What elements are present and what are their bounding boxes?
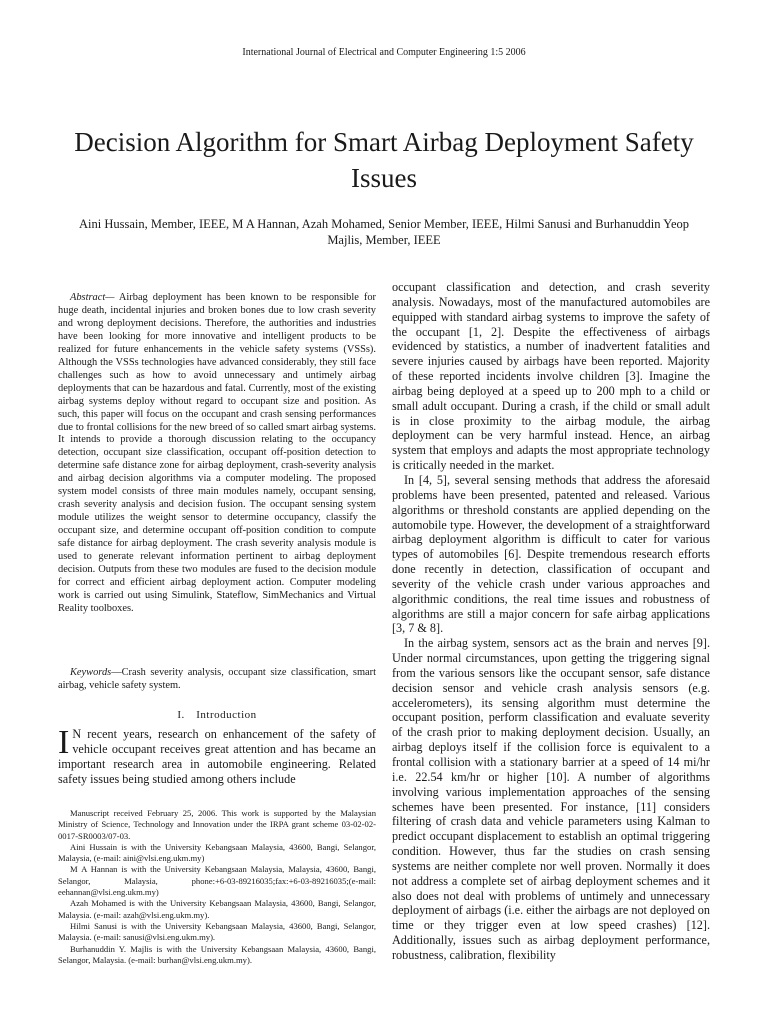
introduction-text: N recent years, research on enhancement of the safety of vehicle occupant receives great attention and has became an important research area in automobile engineering. Related safety issues being studied among others include: [58, 727, 376, 786]
footnote: Manuscript received February 25, 2006. This work is supported by the Malaysian Ministry of Science, Technology and Innovation under the IRPA grant scheme 03-02-02-0017-SR0003/07-03.: [58, 808, 376, 841]
section-heading: I. Introduction: [177, 709, 257, 721]
footnote: M A Hannan is with the University Kebangsaan Malaysia, Malaysia, 43600, Bangi, Selangor, Malaysia, phone:+6-03-89216035;fax:+6-03-89216035;(e-mail: eehannan@vlsi.eng.ukm.my): [58, 864, 376, 898]
right-column: [392, 280, 710, 963]
footnotes: [58, 808, 376, 966]
keywords-label: Keywords: [70, 667, 112, 678]
footnote: Azah Mohamed is with the University Kebangsaan Malaysia, 43600, Bangi, Selangor, Malaysia. (e-mail: azah@vlsi.eng.ukm.my).: [58, 898, 376, 920]
drop-cap: I: [58, 724, 70, 761]
body-paragraph: occupant classification and detection, and crash severity analysis. Nowadays, most of the manufactured automobiles are equipped with standard airbag systems to improve the safety of the occupant [1, 2]. Despite the effectiveness of airbags evidenced by statistics, a number of inadvertent fatalities and severe injuries caused by airbags have been reported. Majority of these reported incidents involve children [3]. Imagine the airbag being deployed at a speed up to 200 mph to a child or small adult occupant. During a crash, if the child or small adult is in close proximity to the airbag module, the airbag deployment can be very harmful instead. Hence, an airbag system that employs and adapts the most appropriate technology is critically needed in the market.: [392, 280, 710, 473]
body-paragraph: In the airbag system, sensors act as the brain and nerves [9]. Under normal circumstances, upon getting the triggering signal from the various sensors like the occupant sensor, safe distance decision sensor and vehicle crash analysis sensors (e.g. accelerometers), its sensing algorithm must determine the occupant position, perform classification and evaluate severity of the crash prior to making deployment decision. Usually, an airbag deploys itself if the collision force is equivalent to a frontal collision with a stationary barrier at a speed of 14 mi/hr i.e. 22.54 km/hr or higher [10]. A number of algorithms involving various implementation approaches of the sensing schemes have been presented. For instance, [11] considers filtering of crash data and vehicle parameters using Kalman to predict occupant displacement to establish an optimal triggering condition. However, thus far the studies on crash sensing systems are neither complete nor well proven. Normally it does not address a complete set of airbag deployment schemes and it also does not deal with problems of untimely and unnecessary deployment of airbags (i.e. either the airbags are not deployed on time or they trigger even at low speed crashes) [12]. Additionally, issues such as airbag deployment performance, robustness, calibration, flexibility: [392, 636, 710, 962]
abstract: [58, 292, 376, 616]
footnote: Burhanuddin Y. Majlis is with the University Kebangsaan Malaysia, 43600, Bangi, Selangor, Malaysia. (e-mail: burhan@vlsi.eng.ukm.my).: [58, 943, 376, 965]
abstract-text: Airbag deployment has been known to be responsible for huge death, incidental injuries and broken bones due to low crash severity and wrong deployment decisions. Therefore, the authorities and industries have been looking for more innovative and intelligent products to be realized for future enhancements in the vehicle safety systems (VSSs). Although the VSSs technologies have advanced considerably, they still face challenges such as how to avoid unnecessary and untimely airbag deployments that can be hazardous and fatal. Currently, most of the existing airbag systems deploy without regard to occupant size and position. As such, this paper will focus on the occupant and crash sensing performances due to frontal collisions for the new breed of so called smart airbag systems. It intends to provide a thorough discussion relating to the occupancy detection, occupant size classification, occupant off-position detection to determine safe distance zone for airbag deployment, crash-severity analysis and airbag decision algorithms via a computer modeling. The proposed system model consists of three main modules namely, occupant sensing, crash severity analysis and decision fusion. The occupant sensing system module utilizes the weight sensor to determine occupancy, classify the occupant size, and determine occupant off-position condition to compute safe distance for airbag deployment. The crash severity analysis module is used to generate relevant information pertinent to airbag deployment decision. Outputs from these two modules are fused to the decision module for correct and efficient airbag deployment action. Computer modeling work is carried out using Simulink, Stateflow, SimMechanics and Virtual Reality toolboxes.: [58, 292, 376, 614]
paper-title: Decision Algorithm for Smart Airbag Deployment Safety Issues: [74, 127, 694, 193]
abstract-label: Abstract—: [70, 292, 115, 303]
author-list: Aini Hussain, Member, IEEE, M A Hannan, Azah Mohamed, Senior Member, IEEE, Hilmi Sanusi and Burhanuddin Yeop Majlis, Member, IEEE: [78, 217, 690, 247]
footnote: Aini Hussain is with the University Kebangsaan Malaysia, 43600, Bangi, Selangor, Malaysia, (e-mail: aini@vlsi.eng.ukm.my): [58, 841, 376, 864]
keywords-text: —Crash severity analysis, occupant size classification, smart airbag, vehicle safety system.: [58, 667, 376, 691]
body-paragraph: In [4, 5], several sensing methods that address the aforesaid problems have been presented, patented and released. Various algorithms or threshold constants are applied depending on the automobile type. However, the development of a straightforward airbag deployment algorithm is difficult to cater for various types of automobiles [6]. Despite tremendous research efforts done recently in detection, classification of occupant and severity of the vehicle crash under various approaches and algorithmic conditions, the real time issues and robustness of algorithms are still a major concern for safe airbag applications [3, 7 & 8].: [392, 472, 710, 636]
keywords: [58, 666, 376, 692]
introduction-paragraph: [58, 724, 376, 787]
footnote: Hilmi Sanusi is with the University Kebangsaan Malaysia, 43600, Bangi, Selangor, Malaysia. (e-mail: sanusi@vlsi.eng.ukm.my).: [58, 920, 376, 943]
journal-header: International Journal of Electrical and Computer Engineering 1:5 2006: [242, 47, 526, 58]
